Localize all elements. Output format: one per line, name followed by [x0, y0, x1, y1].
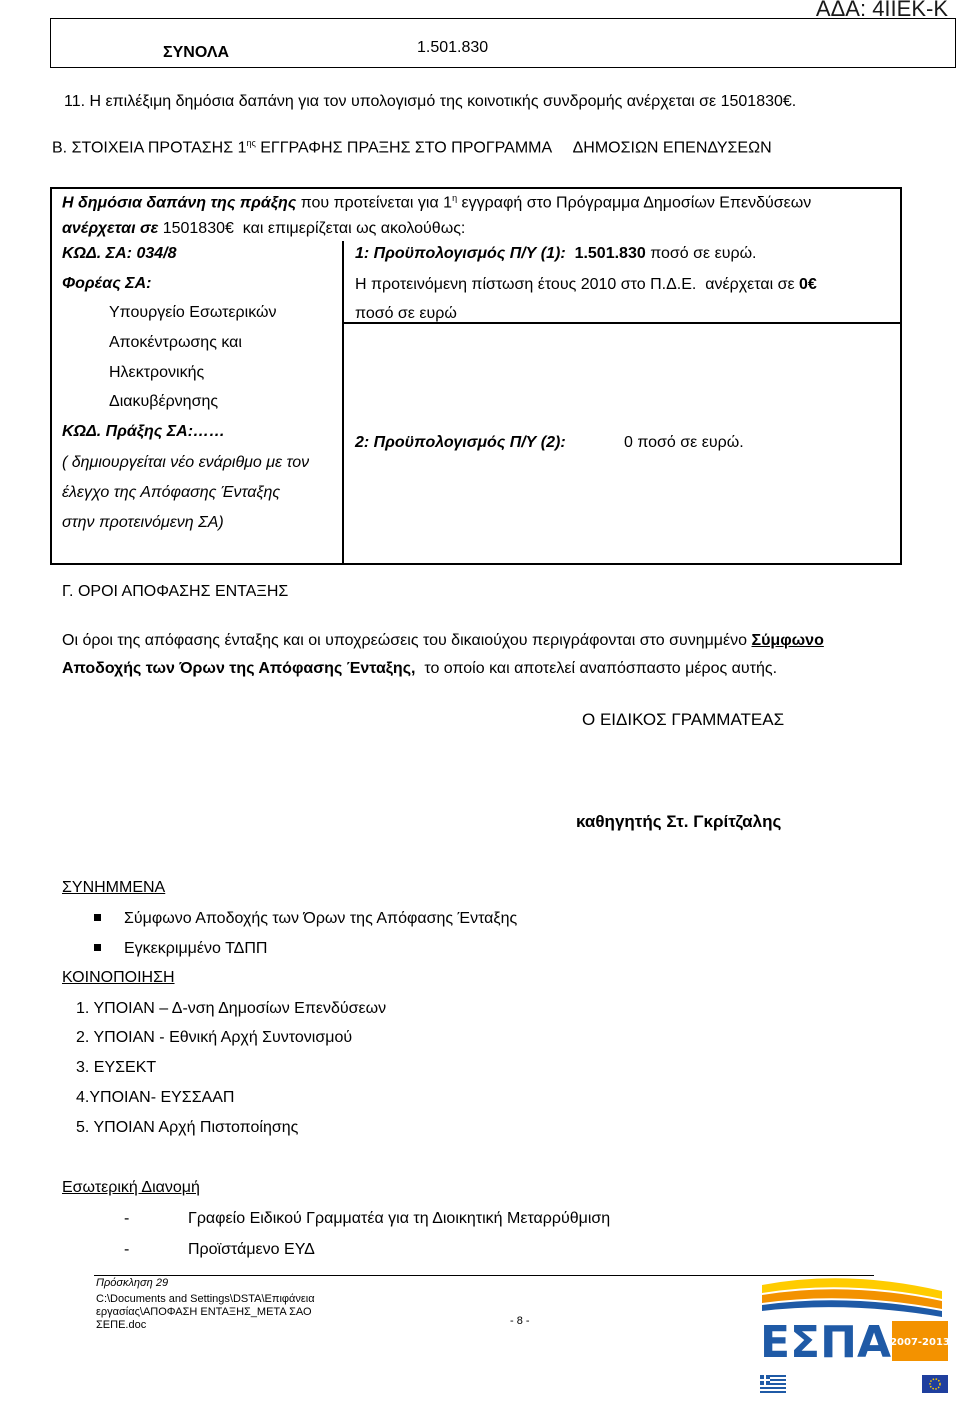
intro-line-2: ανέρχεται σε 1501830€ και επιμερίζεται ως ακολούθως:: [62, 220, 466, 237]
notification-item-5: 5. ΥΠΟΙΑΝ Αρχή Πιστοποίησης: [76, 1119, 299, 1136]
budget-1: 1: Προϋπολογισμός Π/Υ (1): 1.501.830 ποσό σε ευρώ.: [355, 245, 757, 262]
signatory-title: Ο ΕΙΔΙΚΟΣ ΓΡΑΜΜΑΤΕΑΣ: [582, 710, 785, 729]
section-b-title: Β. ΣΤΟΙΧΕΙΑ ΠΡΟΤΑΣΗΣ $1^{\eta\varsigma}$ ΕΓΓΡΑΦΗΣ ΠΡΑΞΗΣ ΣΤΟ ΠΡΟΓΡΑΜΜΑ ΔΗΜΟΣΙΩΝ ΕΠΕΝΔΥΣΕΩΝ: [52, 138, 772, 157]
kod-praxis: ΚΩΔ. Πράξης ΣΑ:……: [62, 423, 226, 440]
dash-icon: -: [124, 1210, 130, 1227]
note-line-3: στην προτεινόμενη ΣΑ): [62, 514, 224, 531]
foreas-label: Φορέας ΣΑ:: [62, 275, 152, 292]
svg-text:ΕΣΠΑ: ΕΣΠΑ: [760, 1317, 891, 1368]
ada-code: ΑΔΑ: 4ΙΙΕΚ-Κ: [815, 0, 948, 21]
internal-title: Εσωτερική Διανομή: [62, 1179, 200, 1196]
espa-logo-graphic: [752, 1277, 952, 1397]
signatory-name: καθηγητής Στ. Γκρίτζαλης: [576, 812, 782, 831]
attachment-item-1: Σύμφωνο Αποδοχής των Όρων της Απόφασης Ένταξης: [124, 910, 518, 927]
item-11: 11. Η επιλέξιμη δημόσια δαπάνη για τον υπολογισμό της κοινοτικής συνδρομής ανέρχεται σε 1501830€.: [64, 93, 797, 110]
bullet-icon: [94, 914, 101, 921]
footer-rule: [94, 1275, 874, 1276]
intro-line-1: Η δημόσια δαπάνη της πράξης που προτείνεται για $1^\eta$ εγγραφή στο Πρόγραμμα Δημοσίων Επενδύσεων: [62, 193, 812, 212]
note-line-2: έλεγχο της Απόφασης Ένταξης: [62, 484, 281, 501]
attachments-title: ΣΥΝΗΜΜΕΝΑ: [62, 879, 166, 896]
notification-item-2: 2. ΥΠΟΙΑΝ - Εθνική Αρχή Συντονισμού: [76, 1029, 353, 1046]
totals-label: ΣΥΝΟΛΑ: [163, 44, 230, 61]
attachment-item-2: Εγκεκριμμένο ΤΔΠΠ: [124, 940, 268, 957]
notification-item-3: 3. ΕΥΣΕΚΤ: [76, 1059, 157, 1076]
notification-item-1: 1. ΥΠΟΙΑΝ – Δ-νση Δημοσίων Επενδύσεων: [76, 1000, 387, 1017]
section-c-line-2: Αποδοχής των Όρων της Απόφασης Ένταξης, το οποίο και αποτελεί αναπόσπαστο μέρος αυτής.: [62, 660, 778, 677]
footer-path-2: εργασίας\ΑΠΟΦΑΣΗ ΕΝΤΑΞΗΣ_ΜΕΤΑ ΣΑΟ: [96, 1306, 312, 1318]
footer-path-3: ΣΕΠΕ.doc: [96, 1319, 147, 1331]
ministry-line-3: Ηλεκτρονικής: [109, 364, 205, 381]
bullet-icon: [94, 944, 101, 951]
credit-line: Η προτεινόμενη πίστωση έτους 2010 στο Π.Δ.Ε. ανέρχεται σε 0€: [355, 276, 817, 293]
credit-unit: ποσό σε ευρώ: [355, 305, 457, 322]
ministry-line-1: Υπουργείο Εσωτερικών: [109, 304, 277, 321]
internal-item-2: Προϊστάμενο ΕΥΔ: [188, 1241, 315, 1258]
ministry-line-4: Διακυβέρνησης: [109, 393, 219, 410]
totals-value: 1.501.830: [417, 39, 489, 56]
svg-text:2007-2013: 2007-2013: [890, 1337, 950, 1348]
notification-title: ΚΟΙΝΟΠΟΙΗΣΗ: [62, 969, 175, 986]
section-c-title: Γ. ΟΡΟΙ ΑΠΟΦΑΣΗΣ ΕΝΤΑΞΗΣ: [62, 583, 289, 600]
ministry-line-2: Αποκέντρωσης και: [109, 334, 242, 351]
section-c-line-1: Οι όροι της απόφασης ένταξης και οι υποχρεώσεις του δικαιούχου περιγράφονται στο συνημμένο Σύμφωνο: [62, 632, 824, 649]
dash-icon: -: [124, 1241, 130, 1258]
footer-invite: Πρόσκληση 29: [96, 1277, 169, 1289]
footer-path-1: C:\Documents and Settings\DSTA\Επιφάνεια: [96, 1293, 315, 1305]
internal-item-1: Γραφείο Ειδικού Γραμματέα για τη Διοικητική Μεταρρύθμιση: [188, 1210, 611, 1227]
budget-2-value: 0 ποσό σε ευρώ.: [624, 434, 744, 451]
page-number: - 8 -: [510, 1315, 530, 1327]
budget-2-label: 2: Προϋπολογισμός Π/Υ (2):: [355, 434, 566, 451]
kod-sa: ΚΩΔ. ΣΑ: 034/8: [62, 245, 177, 262]
note-line-1: ( δημιουργείται νέο ενάριθμο με τον: [62, 454, 310, 471]
espa-logo: [752, 1277, 952, 1397]
notification-item-4: 4.ΥΠΟΙΑΝ- ΕΥΣΣΑΑΠ: [76, 1089, 235, 1106]
box-divider-vertical: [342, 241, 344, 563]
